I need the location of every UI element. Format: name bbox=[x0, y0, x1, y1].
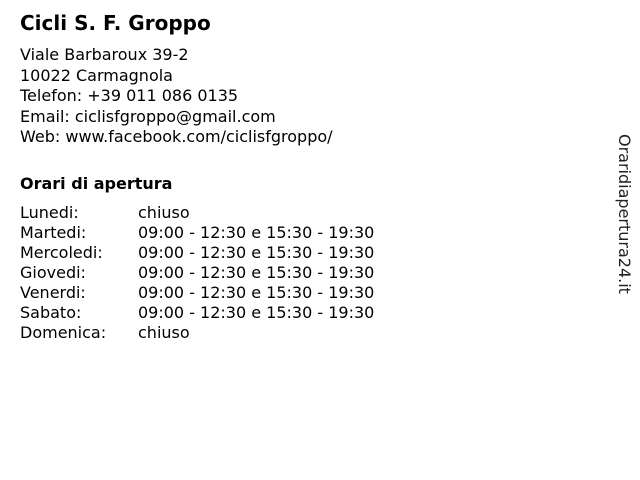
time-value: 09:00 - 12:30 e 15:30 - 19:30 bbox=[138, 222, 375, 242]
day-label: Martedi: bbox=[20, 222, 87, 242]
address-street: Viale Barbaroux 39-2 bbox=[20, 45, 189, 64]
address-city: 10022 Carmagnola bbox=[20, 65, 173, 85]
hours-row-tuesday bbox=[20, 223, 600, 243]
time-value: 09:00 - 12:30 e 15:30 - 19:30 bbox=[138, 242, 375, 262]
hours-row-friday bbox=[20, 283, 600, 303]
time-value: chiuso bbox=[138, 202, 190, 222]
opening-hours-table bbox=[20, 203, 600, 343]
shop-name: Cicli S. F. Groppo bbox=[20, 11, 211, 35]
time-value: 09:00 - 12:30 e 15:30 - 19:30 bbox=[138, 302, 375, 322]
hours-row-thursday bbox=[20, 263, 600, 283]
day-label: Lunedi: bbox=[20, 202, 79, 222]
opening-hours-heading: Orari di apertura bbox=[20, 173, 173, 193]
email-line[interactable]: Email: ciclisfgroppo@gmail.com bbox=[20, 106, 276, 126]
day-label: Mercoledi: bbox=[20, 242, 103, 262]
day-label: Venerdi: bbox=[20, 282, 86, 302]
time-value: 09:00 - 12:30 e 15:30 - 19:30 bbox=[138, 262, 375, 282]
hours-row-wednesday bbox=[20, 243, 600, 263]
time-value: chiuso bbox=[138, 322, 190, 342]
hours-row-saturday bbox=[20, 303, 600, 323]
phone-line[interactable]: Telefon: +39 011 086 0135 bbox=[20, 86, 239, 105]
day-label: Sabato: bbox=[20, 302, 82, 322]
web-line[interactable]: Web: www.facebook.com/ciclisfgroppo/ bbox=[20, 127, 333, 146]
day-label: Domenica: bbox=[20, 322, 107, 342]
day-label: Giovedi: bbox=[20, 262, 86, 282]
time-value: 09:00 - 12:30 e 15:30 - 19:30 bbox=[138, 282, 375, 302]
shop-card bbox=[20, 10, 600, 343]
hours-row-monday bbox=[20, 203, 600, 223]
hours-row-sunday bbox=[20, 323, 600, 343]
site-watermark: Oraridiapertura24.it bbox=[615, 134, 634, 294]
contact-block bbox=[20, 45, 600, 148]
